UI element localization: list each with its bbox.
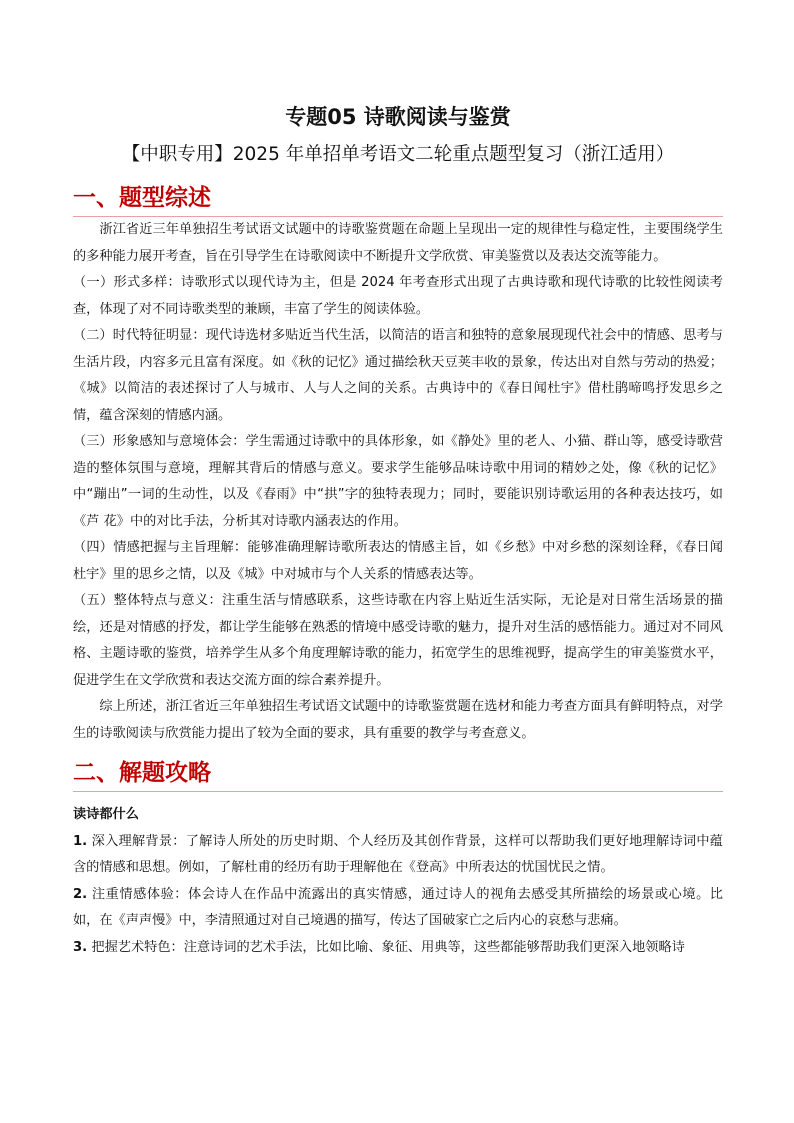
overview-point-3: （三）形象感知与意境体会：学生需通过诗歌中的具体形象，如《静处》里的老人、小猫、群山等，感受诗歌营造的整体氛围与意境，理解其背后的情感与意义。要求学生能够品味诗歌中用词的精妙之处，像《秋的记忆》中“蹦出”一词的生动性，以及《春雨》中“拱”字的独特表现力；同时，要能识别诗歌运用的各种表达技巧，如《芦 花》中的对比手法，分析其对诗歌内涵表达的作用。 [73, 434, 723, 529]
overview-intro: 浙江省近三年单独招生考试语文试题中的诗歌鉴赏题在命题上呈现出一定的规律性与稳定性，主要围绕学生的多种能力展开考查，旨在引导学生在诗歌阅读中不断提升文学欣赏、审美鉴赏以及表达交流等能力。 [73, 222, 723, 264]
overview-point-4: （四）情感把握与主旨理解：能够准确理解诗歌所表达的情感主旨，如《乡愁》中对乡愁的深刻诠释，《春日闻杜宇》里的思乡之情，以及《城》中对城市与个人关系的情感表达等。 [73, 540, 723, 582]
strategy-item-2 [73, 882, 723, 935]
document-subtitle: 【中职专用】2025 年单招单考语文二轮重点题型复习（浙江适用） [121, 144, 675, 165]
overview-point-1: （一）形式多样：诗歌形式以现代诗为主，但是 2024 年考查形式出现了古典诗歌和现代诗歌的比较性阅读考查，体现了对不同诗歌类型的兼顾，丰富了学生的阅读体验。 [73, 275, 723, 317]
strategy-item-3 [73, 935, 723, 962]
overview-point-2: （二）时代特征明显：现代诗选材多贴近当代生活，以简洁的语言和独特的意象展现现代社会中的情感、思考与生活片段，内容多元且富有深度。如《秋的记忆》通过描绘秋天豆荚丰收的景象，传达出对自然与劳动的热爱；《城》以简洁的表述探讨了人与城市、人与人之间的关系。古典诗中的《春日闻杜宇》借杜鹃啼鸣抒发思乡之情，蕴含深刻的情感内涵。 [73, 328, 723, 423]
item-text: 注重情感体验：体会诗人在作品中流露出的真实情感，通过诗人的视角去感受其所描绘的场景或心境。比如，在《声声慢》中，李清照通过对自己境遇的描写，传达了国破家亡之后内心的哀愁与悲痛。 [73, 886, 723, 928]
item-number: 1. [73, 833, 88, 849]
item-text: 深入理解背景：了解诗人所处的历史时期、个人经历及其创作背景，这样可以帮助我们更好地理解诗词中蕴含的情感和思想。例如，了解杜甫的经历有助于理解他在《登高》中所表达的忧国忧民之情。 [73, 833, 723, 875]
section-heading-overview: 一、题型综述 [73, 180, 723, 217]
document-page [73, 98, 723, 961]
strategy-item-1 [73, 829, 723, 882]
item-number: 2. [73, 886, 88, 902]
item-text: 把握艺术特色：注意诗词的艺术手法，比如比喻、象征、用典等，这些都能够帮助我们更深入地领略诗 [87, 939, 685, 955]
strategy-subheading: 读诗都什么 [73, 807, 139, 822]
overview-summary: 综上所述，浙江省近三年单独招生考试语文试题中的诗歌鉴赏题在选材和能力考查方面具有鲜明特点，对学生的诗歌阅读与欣赏能力提出了较为全面的要求，具有重要的教学与考查意义。 [73, 699, 723, 741]
section-heading-strategy: 二、解题攻略 [73, 755, 723, 792]
overview-point-5: （五）整体特点与意义：注重生活与情感联系，这些诗歌在内容上贴近生活实际，无论是对日常生活场景的描绘，还是对情感的抒发，都让学生能够在熟悉的情境中感受诗歌的魅力，提升对生活的感悟能力。通过对不同风格、主题诗歌的鉴赏，培养学生从多个角度理解诗歌的能力，拓宽学生的思维视野，提高学生的审美鉴赏水平，促进学生在文学欣赏和表达交流方面的综合素养提升。 [73, 593, 723, 688]
document-title: 专题05 诗歌阅读与鉴赏 [285, 105, 511, 129]
item-number: 3. [73, 939, 88, 955]
